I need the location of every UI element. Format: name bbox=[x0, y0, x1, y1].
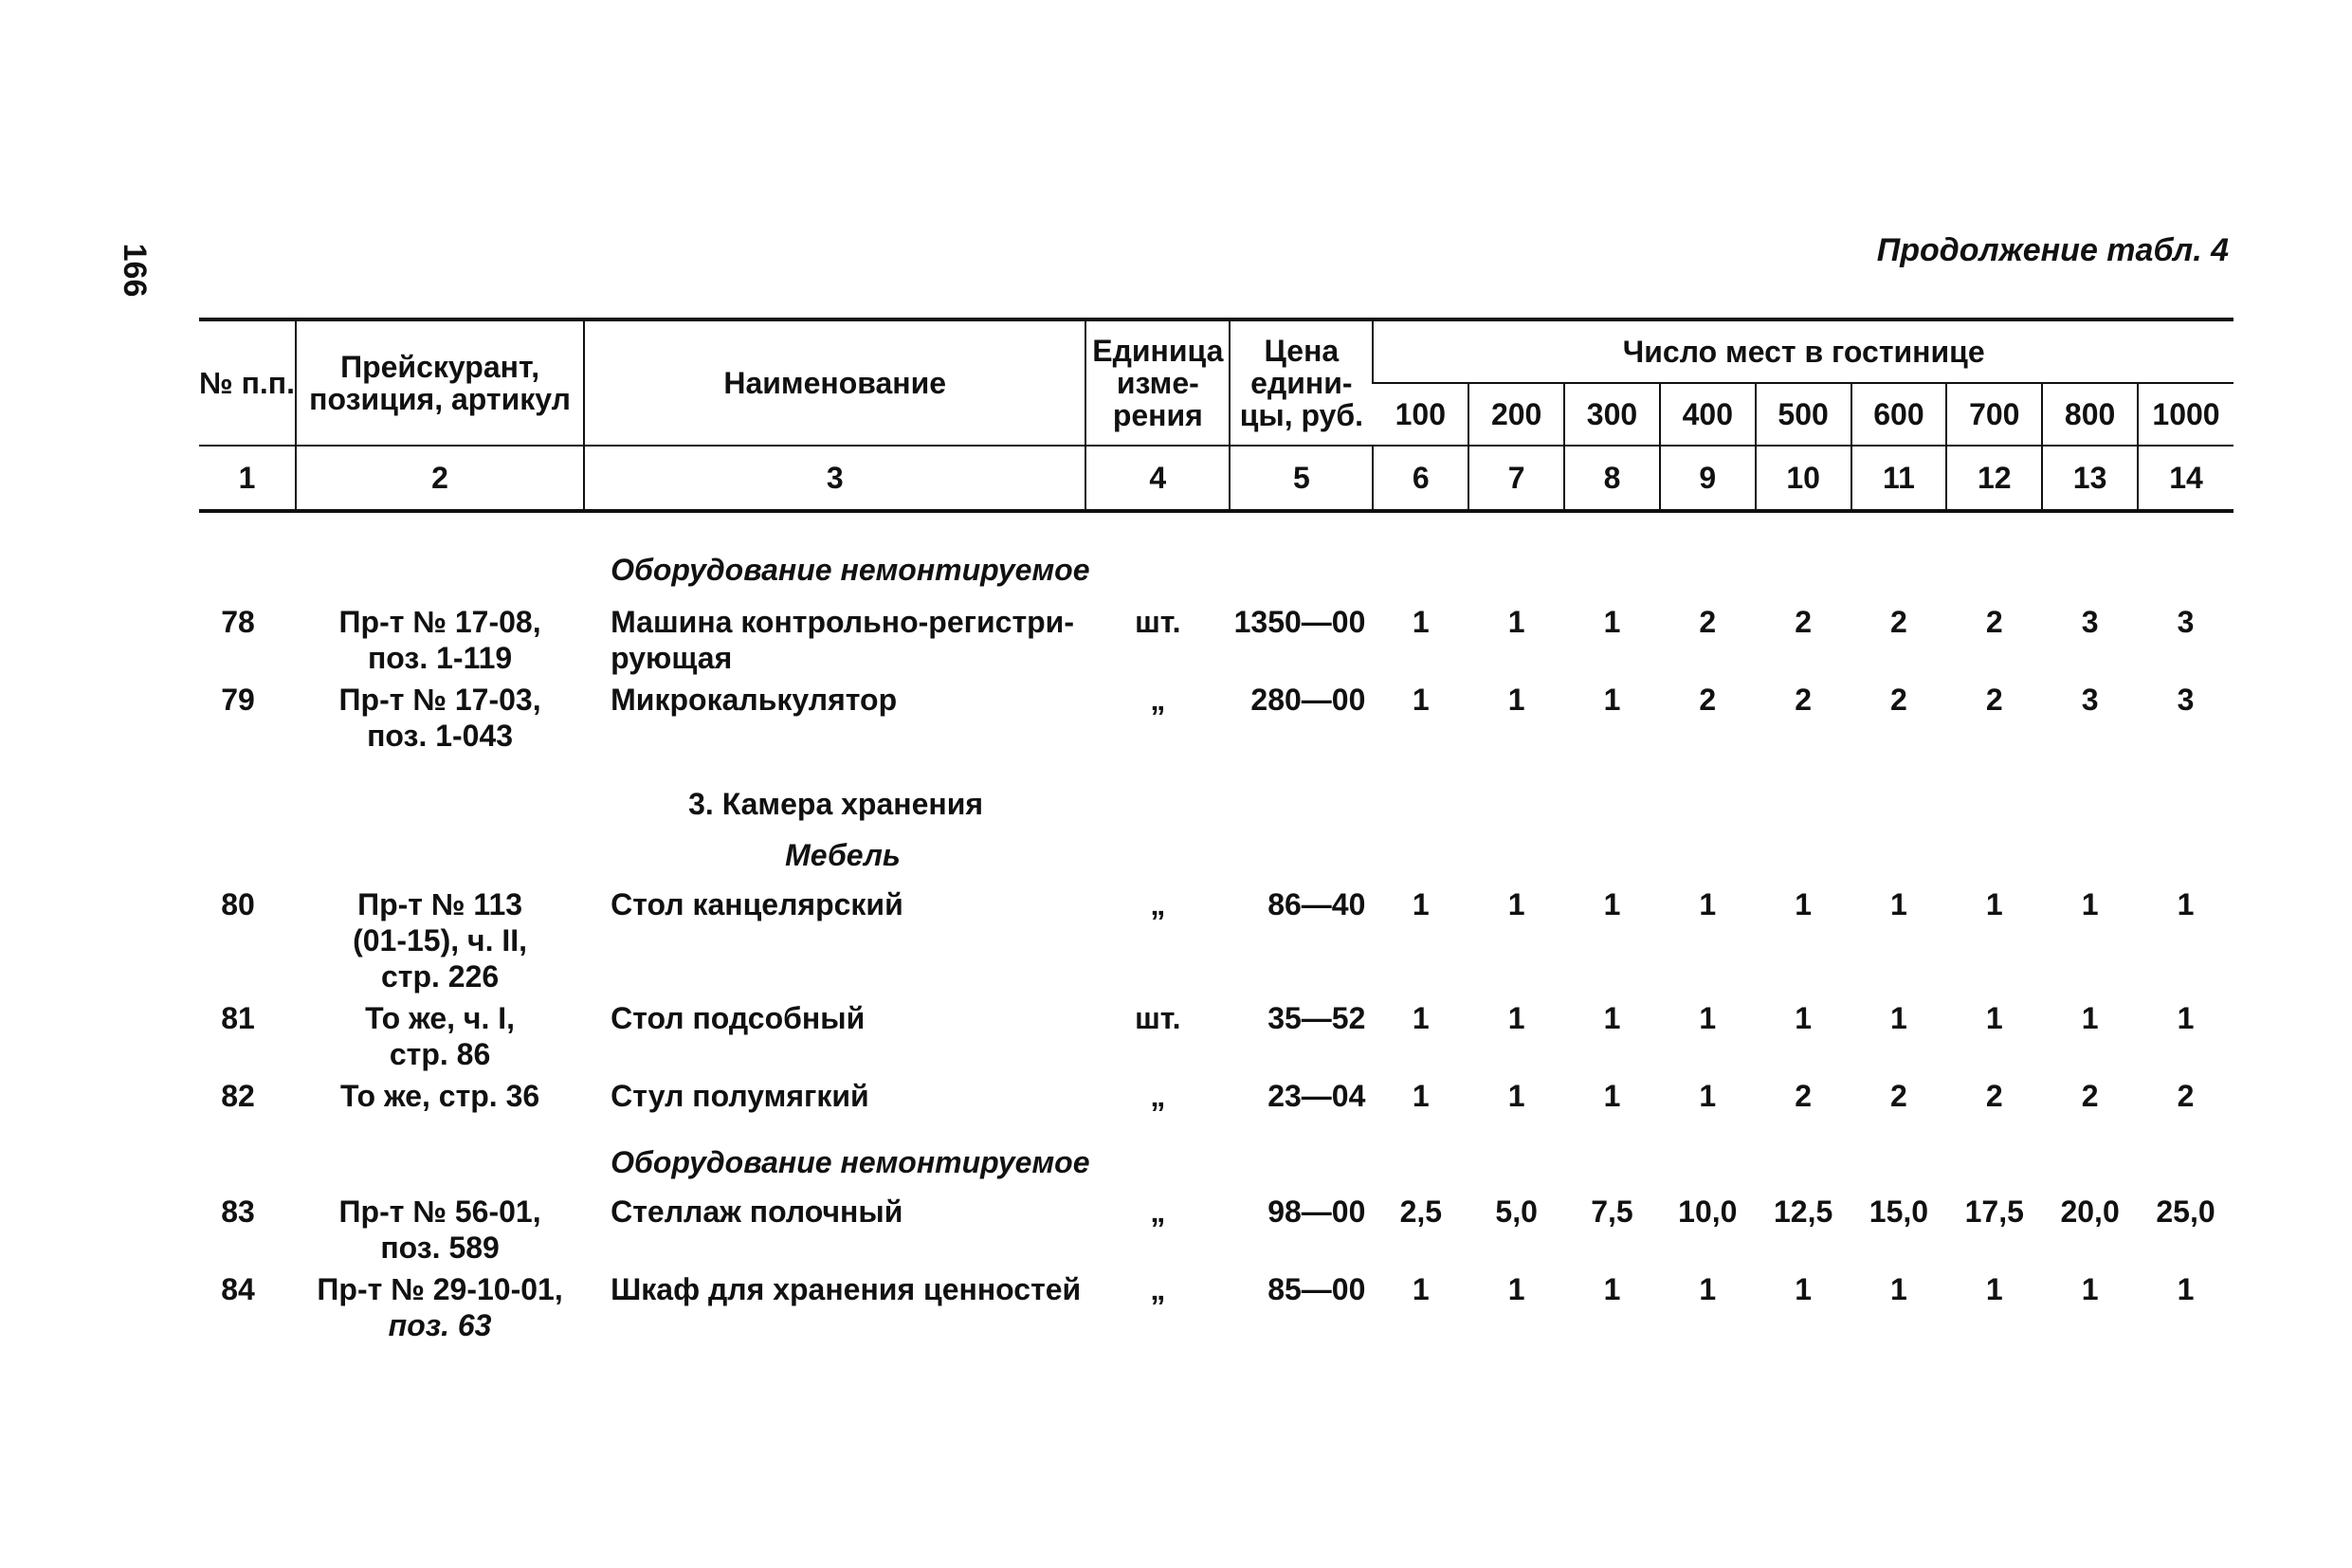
row-quantity: 1 bbox=[1890, 1001, 1907, 1035]
row-price: 35—52 bbox=[1267, 1001, 1366, 1035]
section-row bbox=[199, 778, 2233, 830]
row-quantity: 20,0 bbox=[2060, 1194, 2120, 1229]
row-quantity: 1 bbox=[1890, 1272, 1907, 1306]
row-number: 80 bbox=[221, 887, 255, 921]
name-line: рующая bbox=[611, 641, 733, 675]
row-quantity: 1 bbox=[1699, 1079, 1717, 1113]
row-quantity: 2 bbox=[1795, 683, 1813, 717]
row-quantity: 2 bbox=[1795, 605, 1813, 639]
row-quantity: 1 bbox=[1795, 1001, 1813, 1035]
row-quantity: 2 bbox=[1890, 683, 1907, 717]
row-unit: шт. bbox=[1135, 605, 1181, 639]
name-line: Микрокалькулятор bbox=[611, 683, 898, 717]
row-quantity: 2 bbox=[1890, 605, 1907, 639]
row-quantity: 1 bbox=[1507, 683, 1525, 717]
row-quantity: 1 bbox=[2081, 1001, 2099, 1035]
row-quantity: 2 bbox=[1699, 683, 1717, 717]
table-body bbox=[199, 511, 2233, 1343]
row-price: 23—04 bbox=[1267, 1079, 1366, 1113]
row-quantity: 5,0 bbox=[1495, 1194, 1538, 1229]
ref-line: Пр-т № 56-01, bbox=[338, 1194, 541, 1229]
row-quantity: 2 bbox=[1890, 1079, 1907, 1113]
row-quantity: 2,5 bbox=[1399, 1194, 1443, 1229]
table-row bbox=[199, 1188, 2233, 1266]
row-quantity: 1 bbox=[2177, 1272, 2195, 1306]
row-number: 81 bbox=[221, 1001, 255, 1035]
row-quantity: 1 bbox=[1985, 887, 2003, 921]
header-col-number: 1 bbox=[199, 446, 296, 511]
row-quantity: 1 bbox=[1603, 605, 1621, 639]
page-number: 166 bbox=[117, 243, 153, 298]
ref-line: То же, стр. 36 bbox=[339, 1079, 540, 1113]
row-quantity: 3 bbox=[2177, 605, 2195, 639]
row-quantity: 1 bbox=[1603, 683, 1621, 717]
row-quantity: 1 bbox=[1507, 887, 1525, 921]
header-col-number: 4 bbox=[1085, 446, 1230, 511]
header-number: № п.п. bbox=[199, 319, 296, 446]
table-row bbox=[199, 598, 2233, 676]
row-quantity: 1 bbox=[2081, 887, 2099, 921]
section-heading: 3. Камера хранения bbox=[688, 787, 984, 821]
row-quantity: 12,5 bbox=[1773, 1194, 1833, 1229]
header-col-number: 8 bbox=[1564, 446, 1660, 511]
ref-line: Пр-т № 17-08, bbox=[338, 605, 541, 639]
row-quantity: 2 bbox=[1985, 605, 2003, 639]
row-price: 86—40 bbox=[1267, 887, 1366, 921]
row-quantity: 1 bbox=[1412, 605, 1430, 639]
row-quantity: 1 bbox=[1412, 887, 1430, 921]
row-number: 84 bbox=[221, 1272, 255, 1306]
header-capacity: 800 bbox=[2042, 383, 2138, 446]
header-col-number: 2 bbox=[296, 446, 584, 511]
header-col-number: 9 bbox=[1660, 446, 1756, 511]
row-quantity: 1 bbox=[1603, 1001, 1621, 1035]
row-quantity: 1 bbox=[2081, 1272, 2099, 1306]
name-line: Стол канцелярский bbox=[611, 887, 903, 921]
row-pricelist-ref bbox=[296, 994, 584, 1072]
row-quantity: 1 bbox=[1985, 1272, 2003, 1306]
ref-line: Пр-т № 29-10-01, bbox=[317, 1272, 563, 1306]
row-quantity: 1 bbox=[1795, 1272, 1813, 1306]
row-quantity: 1 bbox=[1507, 605, 1525, 639]
row-unit: „ bbox=[1150, 1272, 1166, 1306]
header-pricelist: Прейскурант, позиция, артикул bbox=[296, 319, 584, 446]
ref-line: То же, ч. I, bbox=[365, 1001, 516, 1035]
row-name bbox=[584, 1266, 1085, 1343]
row-quantity: 10,0 bbox=[1678, 1194, 1738, 1229]
name-line: Стул полумягкий bbox=[611, 1079, 869, 1113]
table-row bbox=[199, 994, 2233, 1072]
row-name bbox=[584, 1188, 1085, 1266]
row-quantity: 1 bbox=[1890, 887, 1907, 921]
header-price: Цена едини- цы, руб. bbox=[1230, 319, 1373, 446]
row-quantity: 3 bbox=[2081, 683, 2099, 717]
row-quantity: 1 bbox=[1412, 683, 1430, 717]
section-row bbox=[199, 541, 2233, 598]
header-capacity: 300 bbox=[1564, 383, 1660, 446]
section-heading: Оборудование немонтируемое bbox=[611, 1145, 1090, 1179]
row-name bbox=[584, 994, 1085, 1072]
header-col-number: 11 bbox=[1851, 446, 1947, 511]
ref-line: (01-15), ч. II, bbox=[353, 923, 528, 957]
header-capacity: 100 bbox=[1395, 397, 1446, 431]
row-quantity: 2 bbox=[2177, 1079, 2195, 1113]
row-price: 1350—00 bbox=[1233, 605, 1366, 639]
row-quantity: 1 bbox=[1412, 1272, 1430, 1306]
ref-line: Пр-т № 17-03, bbox=[338, 683, 541, 717]
row-quantity: 25,0 bbox=[2156, 1194, 2215, 1229]
row-unit: шт. bbox=[1135, 1001, 1181, 1035]
row-name bbox=[584, 1072, 1085, 1114]
table-row bbox=[199, 881, 2233, 994]
name-line: Стеллаж полочный bbox=[611, 1194, 903, 1229]
row-number: 83 bbox=[221, 1194, 255, 1229]
row-quantity: 1 bbox=[1699, 1001, 1717, 1035]
section-row bbox=[199, 830, 2233, 881]
header-capacity: 200 bbox=[1468, 383, 1564, 446]
row-pricelist-ref bbox=[296, 1266, 584, 1343]
ref-line: поз. 63 bbox=[388, 1308, 492, 1342]
row-number: 79 bbox=[221, 683, 255, 717]
row-quantity: 3 bbox=[2081, 605, 2099, 639]
header-col-number: 13 bbox=[2042, 446, 2138, 511]
row-quantity: 3 bbox=[2177, 683, 2195, 717]
table-row bbox=[199, 676, 2233, 754]
row-quantity: 1 bbox=[1699, 887, 1717, 921]
row-quantity: 2 bbox=[1985, 1079, 2003, 1113]
header-capacity: 1000 bbox=[2138, 383, 2233, 446]
ref-line: поз. 589 bbox=[380, 1231, 500, 1265]
row-quantity: 1 bbox=[1603, 887, 1621, 921]
row-pricelist-ref bbox=[296, 881, 584, 994]
ref-line: поз. 1-119 bbox=[367, 641, 513, 675]
row-quantity: 1 bbox=[1507, 1272, 1525, 1306]
ref-line: стр. 86 bbox=[389, 1037, 491, 1071]
header-capacity: 400 bbox=[1660, 383, 1756, 446]
row-quantity: 1 bbox=[1699, 1272, 1717, 1306]
row-unit: „ bbox=[1150, 683, 1166, 717]
row-unit: „ bbox=[1150, 1194, 1166, 1229]
section-row bbox=[199, 1137, 2233, 1188]
row-unit: „ bbox=[1150, 1079, 1166, 1113]
row-quantity: 1 bbox=[1412, 1079, 1430, 1113]
row-quantity: 1 bbox=[1507, 1001, 1525, 1035]
row-number: 82 bbox=[221, 1079, 255, 1113]
row-quantity: 1 bbox=[2177, 887, 2195, 921]
table-caption: Продолжение табл. 4 bbox=[1876, 232, 2229, 268]
row-price: 85—00 bbox=[1267, 1272, 1366, 1306]
header-capacity: 500 bbox=[1756, 383, 1851, 446]
price-table bbox=[199, 318, 2233, 1343]
ref-line: поз. 1-043 bbox=[367, 719, 514, 753]
row-name bbox=[584, 676, 1085, 754]
row-quantity: 2 bbox=[1795, 1079, 1813, 1113]
row-pricelist-ref bbox=[296, 1188, 584, 1266]
row-quantity: 1 bbox=[1412, 1001, 1430, 1035]
row-quantity: 1 bbox=[1795, 887, 1813, 921]
table-header bbox=[199, 319, 2233, 511]
row-quantity: 7,5 bbox=[1591, 1194, 1633, 1229]
row-name bbox=[584, 881, 1085, 994]
header-name: Наименование bbox=[584, 319, 1085, 446]
row-quantity: 1 bbox=[1507, 1079, 1525, 1113]
row-pricelist-ref bbox=[296, 598, 584, 676]
table-row bbox=[199, 1266, 2233, 1343]
header-unit: Единица изме- рения bbox=[1085, 319, 1230, 446]
section-heading: Мебель bbox=[785, 838, 901, 872]
header-col-number: 12 bbox=[1946, 446, 2042, 511]
row-quantity: 2 bbox=[1985, 683, 2003, 717]
section-heading: Оборудование немонтируемое bbox=[611, 553, 1090, 587]
row-pricelist-ref bbox=[296, 1072, 584, 1114]
header-capacity: 700 bbox=[1946, 383, 2042, 446]
table-row bbox=[199, 1072, 2233, 1114]
row-quantity: 2 bbox=[2081, 1079, 2099, 1113]
row-unit: „ bbox=[1150, 887, 1166, 921]
ref-line: стр. 226 bbox=[380, 959, 500, 994]
header-col-number: 7 bbox=[1468, 446, 1564, 511]
row-quantity: 1 bbox=[2177, 1001, 2195, 1035]
header-col-number: 6 bbox=[1373, 446, 1468, 511]
header-col-number: 3 bbox=[584, 446, 1085, 511]
row-number: 78 bbox=[221, 605, 255, 639]
header-capacity: 600 bbox=[1851, 383, 1947, 446]
row-price: 280—00 bbox=[1250, 683, 1366, 717]
name-line: Стол подсобный bbox=[611, 1001, 866, 1035]
name-line: Машина контрольно-регистри- bbox=[611, 605, 1074, 639]
row-price: 98—00 bbox=[1267, 1194, 1366, 1229]
row-quantity: 15,0 bbox=[1869, 1194, 1929, 1229]
row-quantity: 17,5 bbox=[1964, 1194, 2024, 1229]
row-quantity: 1 bbox=[1985, 1001, 2003, 1035]
row-quantity: 1 bbox=[1603, 1272, 1621, 1306]
ref-line: Пр-т № 113 bbox=[357, 887, 523, 921]
header-col-number: 10 bbox=[1756, 446, 1851, 511]
header-col-number: 5 bbox=[1230, 446, 1373, 511]
row-quantity: 1 bbox=[1603, 1079, 1621, 1113]
header-capacity-group: Число мест в гостинице bbox=[1373, 319, 2233, 383]
row-quantity: 2 bbox=[1699, 605, 1717, 639]
header-col-number: 14 bbox=[2138, 446, 2233, 511]
row-name bbox=[584, 598, 1085, 676]
row-pricelist-ref bbox=[296, 676, 584, 754]
name-line: Шкаф для хранения ценностей bbox=[611, 1272, 1082, 1306]
